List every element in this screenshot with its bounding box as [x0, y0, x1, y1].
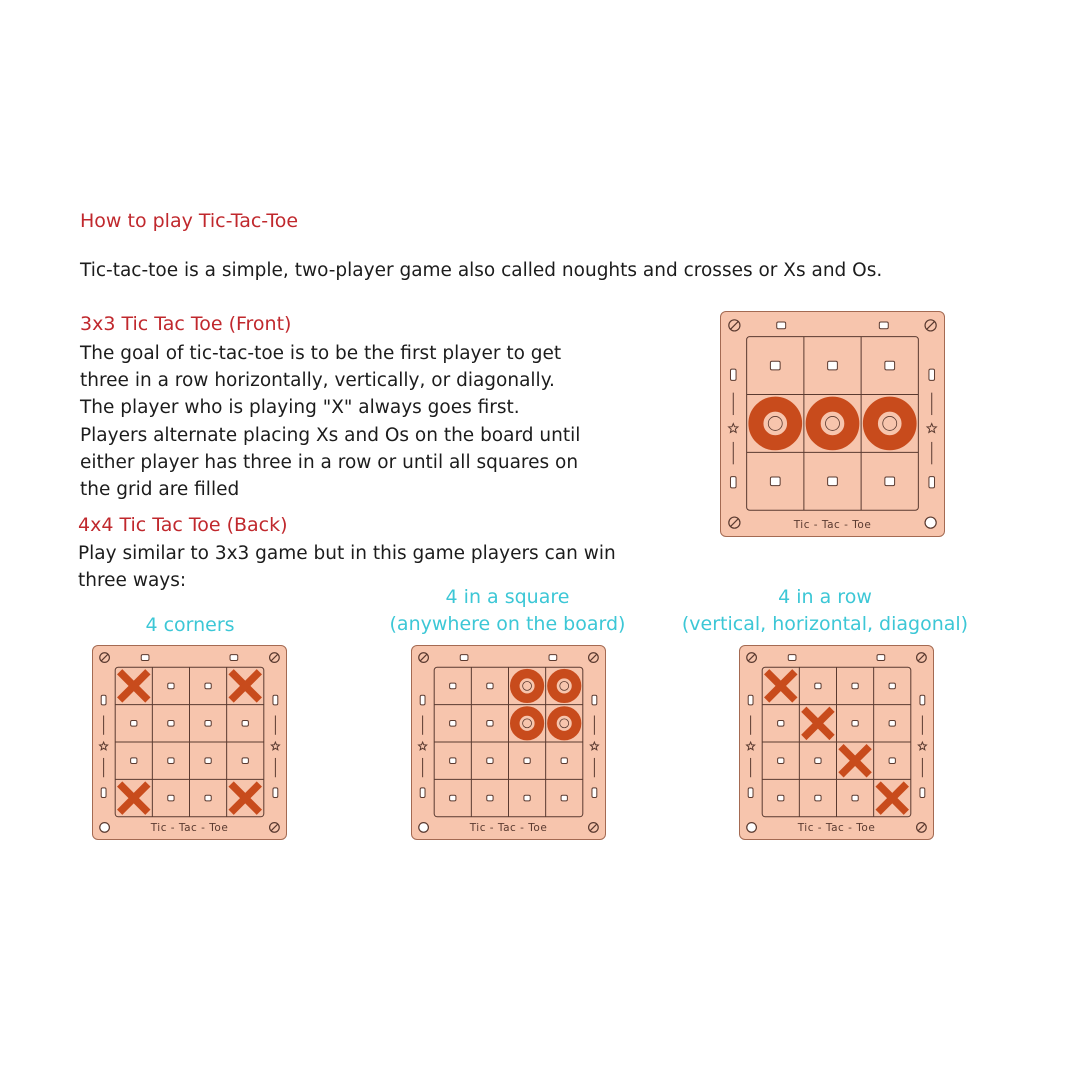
board-label: Tic - Tac - Toe: [469, 822, 548, 834]
board-4x4-square: [411, 645, 606, 840]
screw-icon: [729, 320, 740, 331]
peg-slot: [815, 795, 821, 801]
peg-slot: [168, 795, 174, 801]
x-piece: [231, 784, 259, 812]
side-slot: [420, 695, 425, 705]
side-slot: [920, 788, 925, 798]
peg-slot: [561, 795, 567, 801]
peg-slot: [242, 721, 248, 727]
o-piece: [515, 674, 540, 699]
page-title: How to play Tic-Tac-Toe: [80, 210, 299, 232]
top-slot: [230, 655, 238, 661]
peg-slot: [885, 361, 895, 370]
caption-line: 4 corners: [145, 614, 235, 636]
front-description: [80, 340, 580, 503]
screw-icon: [100, 653, 110, 663]
peg-slot: [852, 795, 858, 801]
top-slot: [877, 655, 885, 661]
peg-slot: [242, 758, 248, 764]
front-line: the grid are filled: [80, 479, 240, 501]
side-slot: [929, 369, 935, 380]
star-icon: [927, 424, 936, 433]
peg-slot: [885, 477, 895, 486]
peg-slot: [131, 721, 137, 727]
peg-slot: [205, 683, 211, 689]
o-piece: [552, 674, 577, 699]
star-icon: [918, 742, 926, 750]
board-4x4-row: [739, 645, 934, 840]
peg-slot: [487, 758, 493, 764]
peg-slot: [828, 361, 838, 370]
back-line: three ways:: [78, 570, 187, 592]
x-piece: [120, 784, 148, 812]
side-slot: [101, 695, 106, 705]
caption-line: 4 in a row: [778, 586, 872, 608]
top-slot: [549, 655, 557, 661]
screw-icon: [747, 653, 757, 663]
peg-slot: [450, 683, 456, 689]
peg-slot: [131, 758, 137, 764]
side-slot: [730, 477, 736, 488]
side-slot: [592, 788, 597, 798]
peg-slot: [205, 758, 211, 764]
x-piece: [767, 672, 795, 700]
star-icon: [747, 742, 755, 750]
peg-slot: [487, 795, 493, 801]
side-slot: [273, 788, 278, 798]
peg-slot: [770, 361, 780, 370]
top-slot: [777, 322, 786, 329]
caption-square: [370, 584, 645, 638]
board-graphic: [721, 312, 944, 536]
board-3x3-front: [720, 311, 945, 537]
top-slot: [879, 322, 888, 329]
peg-slot: [778, 795, 784, 801]
o-piece: [515, 711, 540, 736]
back-line: Play similar to 3x3 game but in this game players can win: [78, 543, 616, 564]
star-icon: [100, 742, 108, 750]
top-slot: [788, 655, 796, 661]
board-label: Tic - Tac - Toe: [150, 822, 229, 834]
peg-slot: [487, 683, 493, 689]
peg-slot: [168, 721, 174, 727]
side-slot: [748, 788, 753, 798]
side-slot: [730, 369, 736, 380]
peg-slot: [450, 758, 456, 764]
x-piece: [231, 672, 259, 700]
caption-line: (anywhere on the board): [389, 613, 626, 635]
x-piece: [841, 747, 869, 775]
board-label: Tic - Tac - Toe: [793, 519, 872, 531]
peg-slot: [828, 477, 838, 486]
top-slot: [460, 655, 468, 661]
x-piece: [120, 672, 148, 700]
peg-slot: [487, 721, 493, 727]
peg-slot: [852, 721, 858, 727]
peg-slot: [524, 758, 530, 764]
side-slot: [592, 695, 597, 705]
screw-icon: [419, 653, 429, 663]
x-piece: [878, 784, 906, 812]
front-line: Players alternate placing Xs and Os on the board until: [80, 424, 581, 446]
board-4x4-corners: [92, 645, 287, 840]
front-line: three in a row horizontally, vertically, or diagonally.: [80, 370, 555, 392]
o-piece: [756, 404, 795, 443]
intro-text: Tic-tac-toe is a simple, two-player game also called noughts and crosses or Xs and Os.: [80, 260, 883, 281]
x-piece: [804, 709, 832, 737]
front-line: either player has three in a row or until all squares on: [80, 451, 579, 473]
peg-slot: [450, 795, 456, 801]
peg-slot: [524, 795, 530, 801]
screw-icon: [925, 320, 936, 331]
star-icon: [419, 742, 427, 750]
front-line: The goal of tic-tac-toe is to be the first player to get: [80, 343, 562, 364]
peg-slot: [778, 721, 784, 727]
peg-slot: [205, 795, 211, 801]
star-icon: [729, 424, 738, 433]
peg-slot: [168, 758, 174, 764]
o-piece: [870, 404, 909, 443]
top-slot: [141, 655, 149, 661]
peg-slot: [168, 683, 174, 689]
peg-slot: [889, 683, 895, 689]
side-slot: [748, 695, 753, 705]
side-slot: [420, 788, 425, 798]
side-slot: [101, 788, 106, 798]
side-slot: [920, 695, 925, 705]
peg-slot: [815, 683, 821, 689]
o-piece: [552, 711, 577, 736]
peg-slot: [450, 721, 456, 727]
screw-icon: [917, 653, 927, 663]
screw-icon: [589, 653, 599, 663]
peg-slot: [889, 758, 895, 764]
peg-slot: [205, 721, 211, 727]
peg-slot: [778, 758, 784, 764]
back-heading: 4x4 Tic Tac Toe (Back): [78, 514, 288, 536]
side-slot: [929, 477, 935, 488]
peg-slot: [852, 683, 858, 689]
peg-slot: [770, 477, 780, 486]
board-graphic: [93, 646, 286, 839]
screw-icon: [270, 653, 280, 663]
star-icon: [271, 742, 279, 750]
front-heading: 3x3 Tic Tac Toe (Front): [80, 313, 292, 335]
board-label: Tic - Tac - Toe: [797, 822, 876, 834]
o-piece: [813, 404, 852, 443]
star-icon: [590, 742, 598, 750]
peg-slot: [889, 721, 895, 727]
caption-line: 4 in a square: [445, 586, 570, 608]
peg-slot: [815, 758, 821, 764]
caption-line: (vertical, horizontal, diagonal): [681, 613, 969, 635]
caption-row: [665, 584, 985, 638]
caption-corners: [110, 612, 270, 639]
peg-slot: [561, 758, 567, 764]
side-slot: [273, 695, 278, 705]
board-graphic: [412, 646, 605, 839]
front-line: The player who is playing "X" always goes first.: [80, 397, 520, 419]
board-graphic: [740, 646, 933, 839]
